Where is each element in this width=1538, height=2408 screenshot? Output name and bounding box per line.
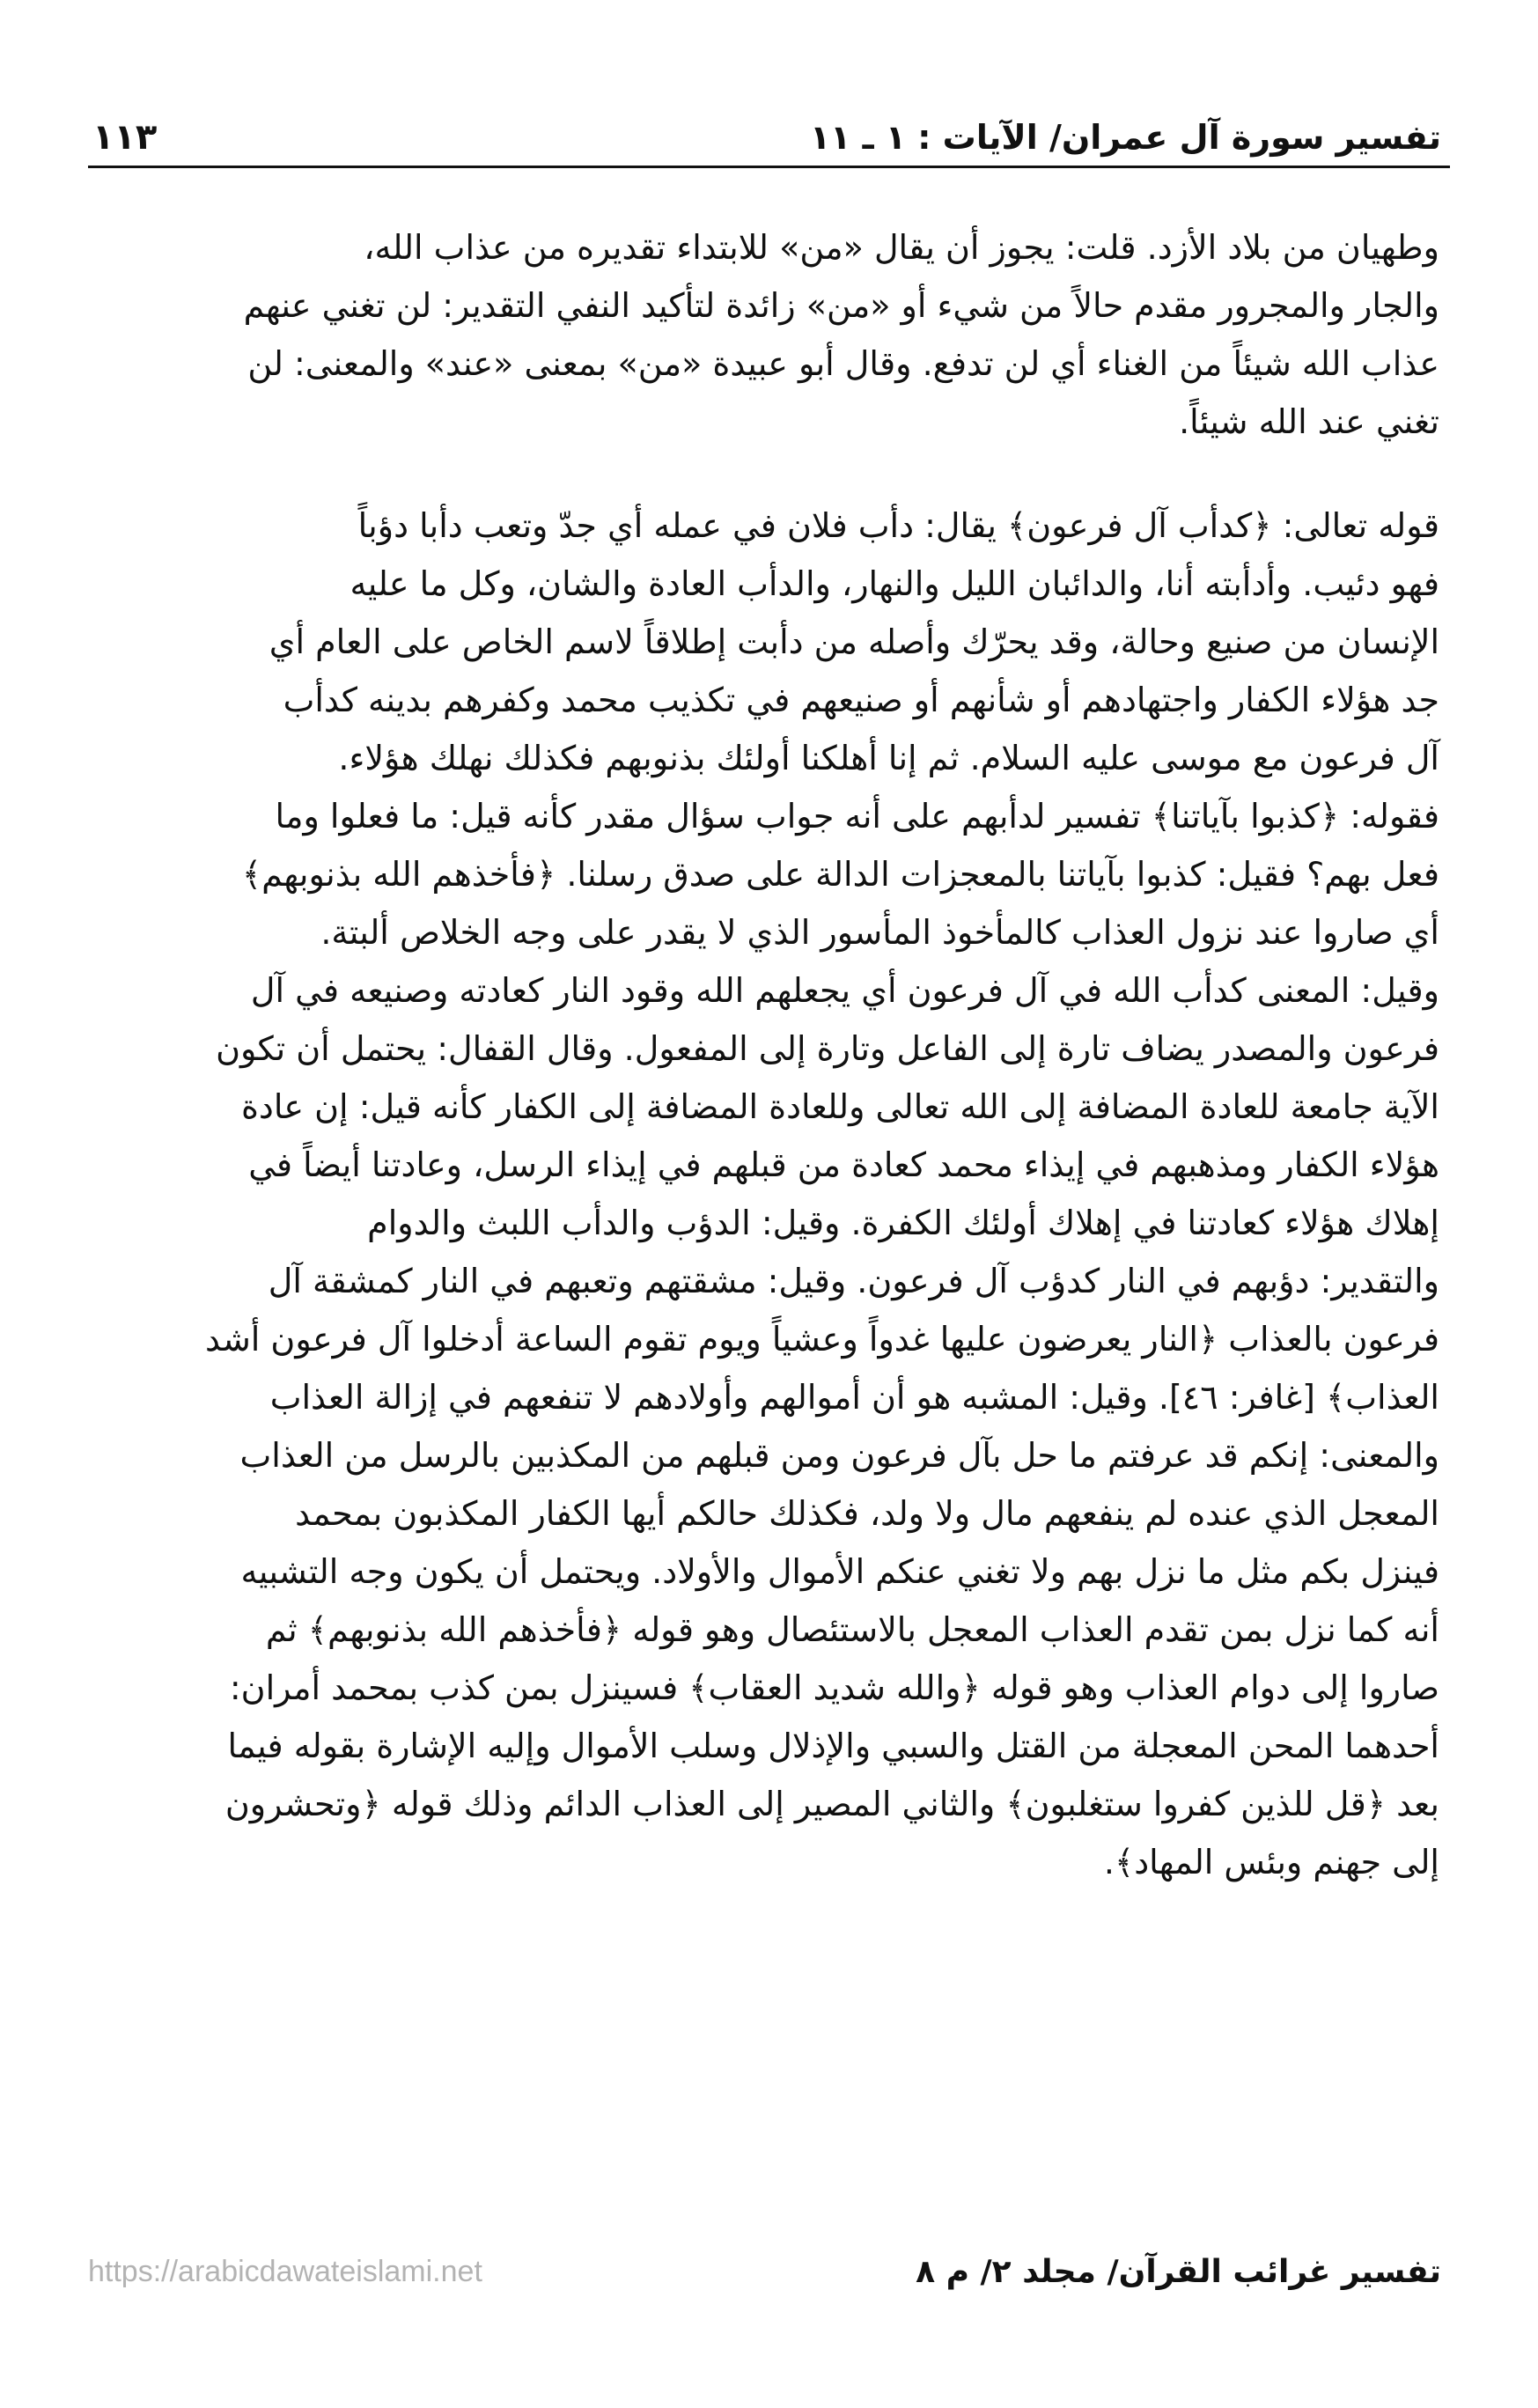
paragraph: وطهيان من بلاد الأزد. قلت: يجوز أن يقال «من» للابتداء تقديره من عذاب الله، والجار والمجرور مقدم حالاً من شيء أو «من» زائدة لتأكيد النفي التقدير: لن تغني عنهم عذاب الله شيئاً من الغناء أي لن تدفع. وقال أبو عبيدة «من» بمعنى «عند» والمعنى: لن تغني عند الله شيئاً. (243, 228, 1439, 441)
running-header (92, 93, 1441, 158)
header-title: تفسير سورة آل عمران/ الآيات : ١ ـ ١١ (809, 118, 1441, 158)
watermark-url: https://arabicdawateislami.net (88, 2254, 482, 2288)
paragraph: قوله تعالى: ﴿كدأب آل فرعون﴾ يقال: دأب فلان في عمله أي جدّ وتعب دأبا دؤباً فهو دئيب. وأدأبته أنا، والدائبان الليل والنهار، والدأب العادة والشان، وكل ما عليه الإنسان من صنيع وحالة، وقد يحرّك وأصله من دأبت إطلاقاً لاسم الخاص على العام أي جد هؤلاء الكفار واجتهادهم أو شأنهم أو صنيعهم في تكذيب محمد وكفرهم بدينه كدأب آل فرعون مع موسى عليه السلام. ثم إنا أهلكنا أولئك بذنوبهم فكذلك نهلك هؤلاء. فقوله: ﴿كذبوا بآياتنا﴾ تفسير لدأبهم على أنه جواب سؤال مقدر كأنه قيل: ما فعلوا وما فعل بهم؟ فقيل: كذبوا بآياتنا بالمعجزات الدالة على صدق رسلنا. ﴿فأخذهم الله بذنوبهم﴾ أي صاروا عند نزول العذاب كالمأخوذ المأسور الذي لا يقدر على وجه الخلاص ألبتة. وقيل: المعنى كدأب الله في آل فرعون أي يجعلهم الله وقود النار كعادته وصنيعه في آل فرعون والمصدر يضاف تارة إلى الفاعل وتارة إلى المفعول. وقال القفال: يحتمل أن تكون الآية جامعة للعادة المضافة إلى الله تعالى وللعادة المضافة إلى الكفار كأنه قيل: إن عادة هؤلاء الكفار ومذهبهم في إيذاء محمد كعادة من قبلهم في إيذاء الرسل، وعادتنا أيضاً في إهلاك هؤلاء كعادتنا في إهلاك أولئك الكفرة. وقيل: الدؤب والدأب اللبث والدوام والتقدير: دؤبهم في النار كدؤب آل فرعون. وقيل: مشقتهم وتعبهم في النار كمشقة آل فرعون بالعذاب ﴿النار يعرضون عليها غدواً وعشياً ويوم تقوم الساعة أدخلوا آل فرعون أشد العذاب﴾ [غافر: ٤٦]. وقيل: المشبه هو أن أموالهم وأولادهم لا تنفعهم في إزالة العذاب والمعنى: إنكم قد عرفتم ما حل بآل فرعون ومن قبلهم من المكذبين بالرسل من العذاب المعجل الذي عنده لم ينفعهم مال ولا ولد، فكذلك حالكم أيها الكفار المكذبون بمحمد فينزل بكم مثل ما نزل بهم ولا تغني عنكم الأموال والأولاد. ويحتمل أن يكون وجه التشبيه أنه كما نزل بمن تقدم العذاب المعجل بالاستئصال وهو قوله ﴿فأخذهم الله بذنوبهم﴾ ثم صاروا إلى دوام العذاب وهو قوله ﴿والله شديد العقاب﴾ فسينزل بمن كذب بمحمد أمران: أحدهما المحن المعجلة من القتل والسبي والإذلال وسلب الأموال وإليه الإشارة بقوله فيما بعد ﴿قل للذين كفروا ستغلبون﴾ والثاني المصير إلى العذاب الدائم وذلك قوله ﴿وتحشرون إلى جهنم وبئس المهاد﴾. (205, 506, 1439, 1881)
page-footer (88, 2245, 1441, 2298)
header-divider (88, 166, 1450, 168)
footer-source: تفسير غرائب القرآن/ مجلد ٢/ م ٨ (916, 2253, 1441, 2290)
page-number: ١١٣ (92, 117, 158, 158)
main-text (92, 218, 1439, 1891)
paragraph-spacer (92, 451, 1439, 497)
